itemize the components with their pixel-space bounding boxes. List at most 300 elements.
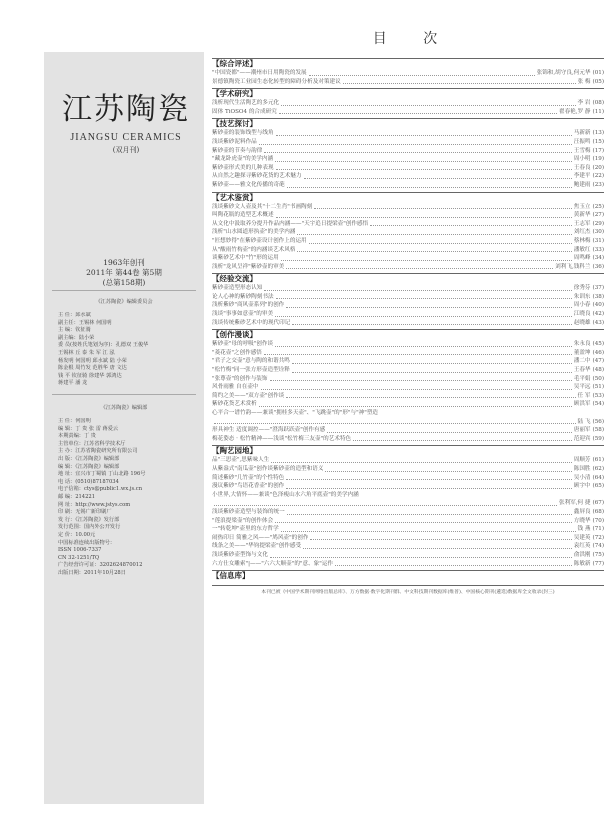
entry-title: 紫砂壶形式美的几种表现	[212, 164, 274, 171]
toc-entry[interactable]	[212, 542, 604, 551]
dot-leader	[310, 534, 571, 541]
entry-page: (77)	[592, 560, 604, 567]
dot-leader	[214, 499, 557, 506]
entry-author: 钱 燕	[577, 526, 591, 533]
toc-entry[interactable]	[212, 138, 604, 147]
entry-title: 浅谈传统紫砂艺术中的现代印记	[212, 319, 291, 326]
entry-page: (33)	[592, 246, 604, 253]
entry-author: 朱训东	[573, 293, 591, 300]
entry-author: 顾洪军	[573, 401, 591, 408]
entry-page: (70)	[592, 517, 604, 524]
entry-page: (17)	[592, 147, 604, 154]
dot-leader	[281, 254, 572, 261]
board-line: 编 辑：《江苏陶瓷》编辑部	[58, 463, 120, 470]
entry-page: (08)	[592, 100, 604, 107]
entry-author: 刘利飞,钱科兰	[555, 263, 591, 270]
board-line: 主 任：何国明	[58, 418, 91, 424]
entry-author: 王雪梅	[573, 147, 591, 154]
entry-author: 朱永良	[573, 341, 591, 348]
entry-title: 紫砂壶"母的呼吸"创作谈	[212, 341, 274, 348]
entry-page: (23)	[592, 181, 604, 188]
toc-entry[interactable]	[212, 435, 604, 444]
dot-leader	[270, 551, 572, 558]
board2-list	[58, 418, 200, 577]
founded-year: 1963年创刊	[103, 258, 145, 267]
entry-title: 风骨雨雅 自在壶中	[212, 384, 259, 391]
toc-entry[interactable]	[212, 211, 604, 220]
dot-leader	[370, 220, 572, 227]
toc-entry[interactable]	[212, 263, 604, 272]
entry-page: (15)	[592, 138, 604, 145]
toc-entry[interactable]	[212, 254, 604, 263]
board2-title: 《江苏陶瓷》编辑部	[100, 405, 148, 411]
entry-title: 固体 TiOSO4 的合成研究	[212, 108, 277, 115]
entry-title: "藏龙卧虎壶"的美学内涵	[212, 156, 274, 163]
section-heading: 【信息库】	[212, 570, 604, 581]
dot-leader	[292, 319, 571, 326]
toc-entry[interactable]	[212, 392, 604, 401]
dot-leader	[275, 155, 572, 162]
section-heading: 【技艺探讨】	[212, 118, 604, 129]
entry-title: "中国瓷都"——潮州市日用陶瓷的发展	[212, 70, 307, 76]
toc-section	[212, 192, 604, 272]
entry-title: 浅析现代生活陶艺的多元化	[212, 100, 280, 107]
entry-page: (38)	[592, 293, 604, 300]
toc-entry[interactable]	[212, 69, 604, 78]
toc-entry[interactable]	[212, 108, 604, 117]
toc-section	[212, 273, 604, 327]
entry-author: 吴建英	[573, 534, 591, 541]
entry-page: (71)	[592, 526, 604, 533]
board-line: 中国标准连续出版物号：	[58, 539, 116, 546]
dot-leader	[286, 263, 553, 270]
entry-title: 紫砂壶的节奏与韵律	[212, 147, 263, 154]
entry-title: 梅花姿态 · 松竹精神——浅谈"松竹梅三友壶"的艺术特色	[212, 435, 352, 442]
entry-author: 范迎宾	[573, 435, 591, 442]
dot-leader	[309, 69, 535, 76]
toc-entry[interactable]	[212, 129, 604, 138]
dot-leader	[353, 435, 572, 442]
toc-entry[interactable]	[212, 172, 604, 181]
entry-title: "匠想妙得"在紫砂壶设计创作上的运用	[212, 237, 307, 244]
toc-entry[interactable]	[212, 456, 604, 465]
board-line: 广告经营许可证：3202624870012	[58, 562, 143, 569]
entry-author: 吴平远	[573, 384, 591, 391]
footer-note: 本刊已被《中国学术期刊网络出版总库》、万方数据·数字化期刊群、中文科技期刊数据库(维普)、中国核心期刊(遴选)数据库全文收录(封三)	[212, 585, 604, 595]
dot-leader	[297, 246, 571, 253]
entry-page: (59)	[592, 435, 604, 442]
board-line: 电子信箱：ctys@public1.wx.js.cn	[58, 486, 143, 493]
entry-title: 谈紫砂艺术中"竹"形的运用	[212, 255, 279, 262]
entry-author: 徐秀芬	[573, 285, 591, 292]
section-heading: 【创作漫谈】	[212, 329, 604, 340]
toc-entry[interactable]	[212, 508, 604, 517]
journal-logo	[56, 84, 196, 155]
board-line: 委 员(按姓氏笔划为序)：孔德双 王俊华	[58, 342, 149, 349]
toc-entry[interactable]	[212, 228, 604, 237]
divider	[52, 290, 196, 291]
entry-author: 鲍建雨	[573, 181, 591, 188]
entry-page: (45)	[592, 341, 604, 348]
entry-author: 周鸣峰	[573, 255, 591, 262]
entry-page: (58)	[592, 427, 604, 434]
entry-title: 浅谈紫砂壶造型与装饰的统一	[212, 508, 285, 515]
board-line: CN 32-1251/TQ	[58, 554, 100, 561]
toc-entry[interactable]	[212, 349, 604, 358]
table-of-contents	[212, 20, 604, 595]
entry-author: 袁红英	[573, 543, 591, 550]
logo-chinese: 江苏陶瓷	[62, 92, 190, 127]
entry-author: 周顺芳	[573, 457, 591, 464]
toc-entry[interactable]	[212, 482, 604, 491]
entry-title: 紫砂壶造型形态认知	[212, 285, 263, 292]
entry-page: (48)	[592, 367, 604, 374]
entry-author: 俞洪刚	[573, 551, 591, 558]
entry-title: "菱花壶"之创作感悟	[212, 349, 262, 356]
entry-page: (31)	[592, 237, 604, 244]
entry-title: 形具神生 适度调控——"澄海跃跃壶"创作有感	[212, 427, 326, 434]
issue-info	[44, 258, 204, 288]
entry-author: 方晓华	[573, 517, 591, 524]
entry-page: (43)	[592, 319, 604, 326]
entry-title: 从自然之趣探寻紫砂花货的艺术魅力	[212, 173, 302, 180]
entry-author: 赵晓雄	[573, 319, 591, 326]
toc-entry[interactable]	[212, 155, 604, 164]
toc-entry[interactable]	[212, 525, 604, 534]
entry-page: (61)	[592, 457, 604, 464]
entry-page: (51)	[592, 384, 604, 391]
divider	[52, 394, 196, 395]
entry-author: 董盈坤	[573, 349, 591, 356]
logo-subtitle: (双月刊)	[112, 146, 140, 154]
toc-entry[interactable]	[212, 426, 604, 435]
dot-leader	[271, 456, 571, 463]
entry-author: 陈敏新	[573, 560, 591, 567]
entry-author: 周小明	[573, 156, 591, 163]
entry-page: (68)	[592, 508, 604, 515]
dot-leader	[297, 228, 571, 235]
toc-section	[212, 118, 604, 189]
entry-page: (62)	[592, 465, 604, 472]
toc-entry[interactable]	[212, 418, 604, 427]
total-issue: (总第158期)	[102, 278, 146, 287]
entry-page: (13)	[592, 130, 604, 137]
toc-entry[interactable]	[212, 319, 604, 328]
entry-title: 小世界,大情怀——兼谈"色泽瘦山水六角平底壶"的美学内涵	[212, 491, 359, 498]
entry-title: 叫陶花瓶的造型艺术概述	[212, 212, 274, 219]
entry-title: 浅谈紫砂泥料作品	[212, 138, 257, 145]
board-line: 发 行：《江苏陶瓷》发行部	[58, 516, 120, 523]
toc-entry[interactable]	[212, 147, 604, 156]
entry-author: 李建平	[573, 173, 591, 180]
entry-author: 顾宇中	[573, 483, 591, 490]
entry-page: (30)	[592, 229, 604, 236]
entry-page: (54)	[592, 401, 604, 408]
entry-page: (42)	[592, 311, 604, 318]
entry-title: 线条之美——"华钧提梁壶"创作感受	[212, 543, 302, 550]
board-line: 网 址：http://www.jstys.com	[58, 501, 131, 508]
dot-leader	[275, 517, 572, 524]
toc-entry[interactable]	[212, 400, 604, 409]
board-line: 杨发明 何国明 邱水斌 陆 小荣	[58, 357, 127, 364]
issue-number: 2011年 第44卷 第5期	[86, 268, 162, 277]
dot-leader	[327, 426, 572, 433]
section-heading: 【学术研究】	[212, 88, 604, 99]
board-line: 本期责编：丁 贵	[58, 433, 96, 440]
entry-author: 翟春艳,罗 静	[558, 108, 591, 115]
dot-leader	[279, 108, 557, 115]
dot-leader	[287, 508, 572, 515]
dot-leader	[264, 147, 571, 154]
board-line: ISSN 1006-7337	[58, 547, 102, 554]
toc-entry[interactable]	[212, 203, 604, 212]
entry-title: 漫议紫砂"鸟语花香壶"的创作	[212, 483, 285, 490]
dot-leader	[286, 301, 571, 308]
toc-entry[interactable]	[212, 560, 604, 569]
entry-page: (47)	[592, 358, 604, 365]
board-line: 邮 编：214221	[58, 493, 96, 500]
entry-title: 六方仕女雕索"|——"六六大顺壶"的"意、象"运作	[212, 560, 334, 567]
entry-author: 任 军	[577, 392, 591, 399]
toc-entry[interactable]	[212, 474, 604, 483]
entry-page: (27)	[592, 212, 604, 219]
entry-author: 鑫屏良	[573, 508, 591, 515]
entry-page: (72)	[592, 534, 604, 541]
toc-entry[interactable]	[212, 310, 604, 319]
toc-entry[interactable]	[212, 164, 604, 173]
section-heading: 【艺术鉴赏】	[212, 192, 604, 203]
entry-title: 简约之美——"双方壶"创作谈	[212, 392, 285, 399]
toc-entry[interactable]	[212, 375, 604, 384]
toc-sections	[212, 58, 604, 581]
entry-page: (29)	[592, 220, 604, 227]
entry-page: (65)	[592, 483, 604, 490]
entry-title: 心平合一谱竹韵——兼谈"拥桂多天壶"、"飞跳壶"的"形"与"神"塑造	[212, 410, 379, 416]
entry-title: 紫砂壶的装饰线型与线角	[212, 130, 274, 137]
toc-entry[interactable]	[212, 491, 604, 500]
dot-leader	[304, 172, 572, 179]
dot-leader	[286, 482, 571, 489]
dot-leader	[303, 542, 572, 549]
toc-entry[interactable]	[212, 517, 604, 526]
entry-title: 一"转乾坤"壶里的东方哲学	[212, 526, 279, 533]
entry-title: 浅谈紫砂文人壶及其"十二生肖"书画陶刻	[212, 203, 313, 210]
entry-title: 从文化中汲取养分提升作品内涵——"天宇追日提梁壶"创作感悟	[212, 220, 369, 227]
toc-entry[interactable]	[212, 340, 604, 349]
entry-title: 浅谈"事事如意壶"的审美	[212, 311, 274, 318]
dot-leader	[276, 164, 572, 171]
entry-author: 毛平娟	[573, 375, 591, 382]
entry-page: (22)	[592, 173, 604, 180]
toc-entry[interactable]	[212, 366, 604, 375]
entry-page: (37)	[592, 285, 604, 292]
toc-entry[interactable]	[212, 534, 604, 543]
board-line: 地 址：宜兴市丁蜀镇 丁山北路 196号	[58, 471, 146, 478]
entry-page: (11)	[592, 108, 604, 115]
board-line: 主管单位：江苏省科学技术厅	[58, 440, 126, 447]
entry-page: (46)	[592, 349, 604, 356]
entry-title: 论人心神的紫砂陶刻书法	[212, 293, 274, 300]
entry-page: (40)	[592, 302, 604, 309]
toc-entry[interactable]	[212, 465, 604, 474]
board1-list	[58, 312, 200, 388]
dot-leader	[292, 357, 572, 364]
entry-title: 浅析"龙风呈祥"紫砂壶的审美	[212, 263, 285, 270]
entry-page: (53)	[592, 392, 604, 399]
dot-leader	[270, 375, 572, 382]
toc-title: 目 次	[372, 31, 454, 47]
toc-entry[interactable]	[212, 293, 604, 302]
dot-leader	[286, 474, 571, 481]
entry-author: 黄新华	[573, 212, 591, 219]
entry-author: 张利军,何 捷	[558, 500, 591, 507]
board-line: 电 话：(0510)87187034	[58, 478, 119, 485]
entry-title: 浅析紫砂"商风壶系列"的创作	[212, 302, 285, 309]
toc-entry[interactable]	[212, 383, 604, 392]
entry-author: 李 岩	[577, 100, 591, 107]
entry-title: 浅谈紫砂壶型饰与文化	[212, 551, 268, 558]
dot-leader	[287, 181, 572, 188]
entry-title: 浅析"山水圆道形执壶"的美学内涵	[212, 229, 296, 236]
entry-author: 张 梅	[577, 78, 591, 85]
entry-title: "君子之交壶"意与陶的和谐共鸣	[212, 358, 290, 365]
toc-entry[interactable]	[212, 220, 604, 229]
dot-leader	[314, 203, 571, 210]
toc-section	[212, 445, 604, 568]
board-line: 出 版：《江苏陶瓷》编辑部	[58, 455, 120, 462]
entry-page: (74)	[592, 543, 604, 550]
logo-english: JIANGSU CERAMICS	[70, 132, 182, 143]
dot-leader	[292, 366, 572, 373]
entry-author: 刘红杰	[573, 229, 591, 236]
entry-author: 王春华	[573, 367, 591, 374]
entry-author: 张锦和,胡守良,何元华	[536, 70, 591, 76]
toc-section	[212, 88, 604, 116]
entry-title: 从"酸雨竹构壶"的内涵谈艺术风格	[212, 246, 296, 253]
dot-leader	[259, 138, 572, 145]
toc-entry[interactable]	[212, 284, 604, 293]
toc-section	[212, 58, 604, 86]
dot-leader	[275, 340, 572, 347]
dot-leader	[264, 284, 571, 291]
entry-author: 江晓良	[573, 311, 591, 318]
entry-author: 吴小清	[573, 474, 591, 481]
entry-title: "莲浪提梁壶"的创作体会	[212, 517, 274, 524]
entry-page: (25)	[592, 203, 604, 210]
entry-page: (67)	[592, 500, 604, 507]
board-line: 副主编：陆小荣	[58, 334, 95, 341]
dot-leader	[264, 349, 572, 356]
entry-title: 简述紫砂"几竹壶"的个性特色	[212, 474, 285, 481]
entry-title: 从紫盎式"南瓜壶"创作谈紫砂壶的造型和语义	[212, 465, 324, 472]
section-heading: 【综合评述】	[212, 58, 604, 69]
entry-page: (19)	[592, 156, 604, 163]
board-line: 定 价：10.00元	[58, 531, 96, 538]
dot-leader	[343, 78, 576, 85]
dot-leader	[276, 293, 572, 300]
dot-leader	[335, 560, 572, 567]
entry-author: 焦玉立	[573, 203, 591, 210]
board-line: 陈金根 周竹发 范胜华 唐 文达	[58, 365, 127, 372]
entry-author: 马新新	[573, 130, 591, 137]
section-heading: 【陶艺园地】	[212, 445, 604, 456]
entry-title: 景德镇陶瓷工业园生态化转型的障碍分析及对策建议	[212, 78, 341, 85]
toc-section	[212, 329, 604, 443]
entry-page: (56)	[592, 418, 604, 425]
entry-page: (36)	[592, 263, 604, 270]
dot-leader	[275, 310, 572, 317]
entry-page: (75)	[592, 551, 604, 558]
entry-page: (01)	[592, 70, 604, 76]
entry-author: 王志军	[573, 220, 591, 227]
board-line: 发行范围：国内外公开发行	[58, 524, 121, 531]
toc-entry[interactable]	[212, 237, 604, 246]
toc-entry[interactable]	[212, 357, 604, 366]
board-line: 主 编：钦征骑	[58, 327, 91, 334]
board-line: 王锡林 丘 泰 朱 军 江 泓	[58, 349, 115, 356]
board-line: 编 辑：丁 贵 张 雷 蒋爱云	[58, 425, 119, 432]
entry-author: 蔡林梅	[573, 237, 591, 244]
dot-leader	[259, 400, 572, 407]
entry-author: 陆 飞	[577, 418, 591, 425]
dot-leader	[281, 525, 576, 532]
section-heading: 【经验交流】	[212, 273, 604, 284]
board-line: 出版日期：2011年10月28日	[58, 569, 126, 576]
toc-section	[212, 570, 604, 581]
left-info-panel	[44, 52, 204, 804]
entry-author: 陈国胜	[573, 465, 591, 472]
entry-title: 品"三思壶",思紫味人生	[212, 457, 270, 464]
dot-leader	[276, 129, 572, 136]
entry-author: 周小春	[573, 302, 591, 309]
dot-leader	[286, 392, 575, 399]
toc-entry[interactable]	[212, 181, 604, 190]
board1-title: 《江苏陶瓷》编辑委员会	[95, 299, 153, 305]
entry-title: 紫砂壶——雅文化传播的奇葩	[212, 181, 285, 188]
dot-leader	[281, 99, 575, 106]
entry-author: 汪振鸣	[573, 138, 591, 145]
entry-title: "张尊壶"的创作与装饰	[212, 375, 268, 382]
toc-entry[interactable]	[212, 301, 604, 310]
dot-leader	[325, 465, 571, 472]
dot-leader	[309, 237, 572, 244]
board-line: 副主任：王锡林 何国明	[58, 319, 112, 326]
entry-author: 潘敏红	[573, 246, 591, 253]
entry-page: (34)	[592, 255, 604, 262]
toc-entry[interactable]	[212, 78, 604, 87]
entry-title: 闹热印日 简雅之风——"鸠风壶"的创作	[212, 534, 309, 541]
entry-author: 潘二中	[573, 358, 591, 365]
toc-entry[interactable]	[212, 409, 604, 418]
entry-page: (50)	[592, 375, 604, 382]
board-line: 钱 平 钦征骑 徐建华 郭鸿达	[58, 372, 122, 379]
board-line: 蒋建平 潘 龙	[58, 380, 88, 387]
entry-title: 紫砂花货艺术赏析	[212, 401, 257, 408]
dot-leader	[214, 418, 576, 425]
toc-entry[interactable]	[212, 551, 604, 560]
toc-entry[interactable]	[212, 99, 604, 108]
board-line: 主 办：江苏省陶瓷研究所有限公司	[58, 448, 138, 455]
entry-page: (05)	[592, 78, 604, 85]
toc-entry[interactable]	[212, 499, 604, 508]
board-line: 主 任：邱水斌	[58, 312, 91, 318]
entry-author: 唐丽军	[573, 427, 591, 434]
entry-author: 王春良	[573, 164, 591, 171]
toc-entry[interactable]	[212, 246, 604, 255]
dot-leader	[276, 211, 572, 218]
entry-title: "松竹梅"同一张方形壶造型诠释	[212, 367, 290, 374]
entry-page: (64)	[592, 474, 604, 481]
